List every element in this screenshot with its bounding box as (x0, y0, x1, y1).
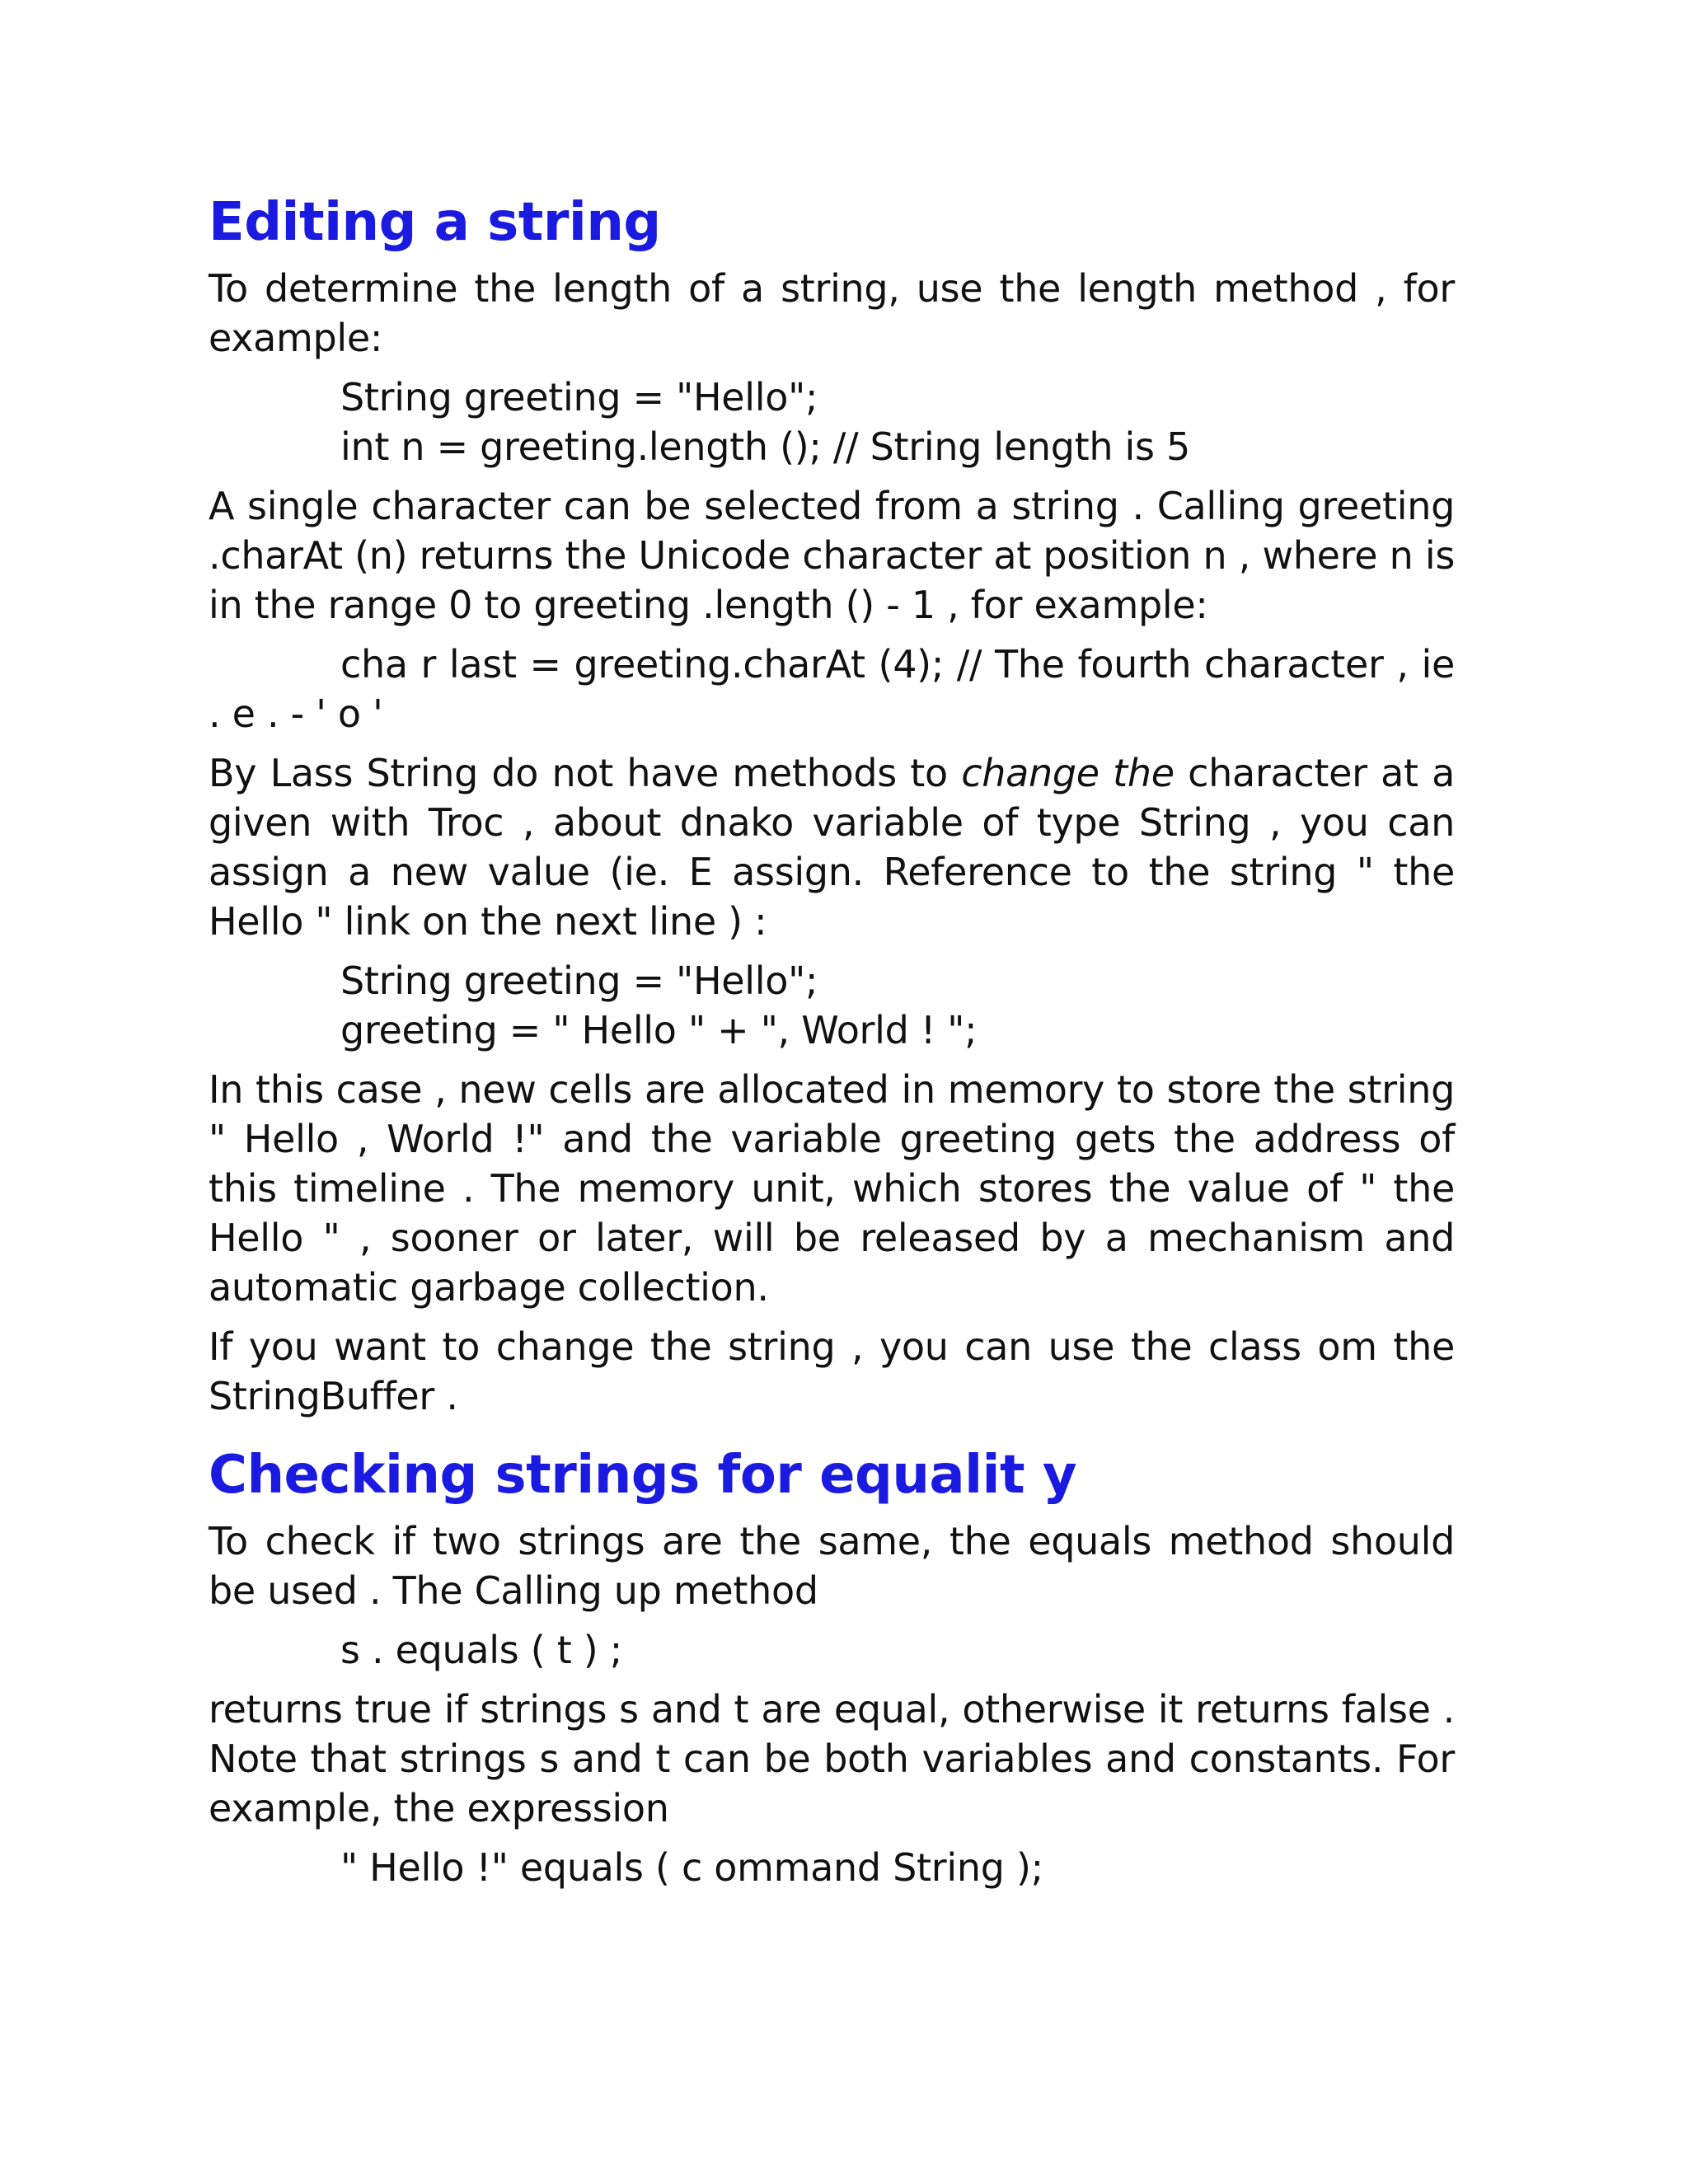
paragraph-immutable-italic: change the (961, 751, 1175, 795)
code-block-assign (209, 956, 1455, 1055)
paragraph-equals-intro: To check if two strings are the same, the equals method should be used . The Calling up method (209, 1519, 1455, 1613)
section-heading-editing: Editing a string (209, 192, 661, 253)
paragraph-immutable-end: character at a given with Troc , about dnako variable of type String , you can assign a new value (ie. E assign. Reference to the string " the Hello " link on the next line ) : (209, 751, 1456, 944)
code-block-length (209, 373, 1455, 471)
paragraph-charat: A single character can be selected from a string . Calling greeting .charAt (n) returns the Unicode character at position n , where n is in the range 0 to greeting .length () - 1 , for example: (209, 484, 1455, 627)
code-block-expression (209, 1843, 1455, 1892)
paragraph-memory: In this case , new cells are allocated in memory to store the string " Hello , World !" and the variable greeting gets the address of this timeline . The memory unit, which stores the value of " the Hello " , sooner or later, will be released by a mechanism and automatic garbage collection. (209, 1067, 1455, 1310)
code-line: int n = greeting.length (); // String length is 5 (340, 424, 1190, 469)
code-line: " Hello !" equals ( c ommand String ); (340, 1845, 1043, 1890)
paragraph-equals-result: returns true if strings s and t are equal, otherwise it returns false . Note that strings s and t can be both variables and constants. For example, the expression (209, 1687, 1455, 1830)
paragraph-immutable-start: By Lass String do not have methods to (209, 751, 962, 795)
document-page (209, 188, 1455, 1902)
code-line: s . equals ( t ) ; (340, 1628, 622, 1672)
code-block-equals (209, 1625, 1455, 1675)
code-line: String greeting = "Hello"; (340, 375, 818, 419)
code-line: String greeting = "Hello"; (340, 958, 818, 1003)
section-heading-equality: Checking strings for equalit y (209, 1445, 1077, 1506)
paragraph-stringbuffer: If you want to change the string , you can use the class om the StringBuffer . (209, 1324, 1455, 1418)
paragraph-length-intro: To determine the length of a string, use the length method , for example: (209, 266, 1455, 360)
paragraph-immutable (209, 748, 1455, 946)
code-line-charat: cha r last = greeting.charAt (4); // The fourth character , ie . e . - ' o ' (209, 642, 1455, 736)
code-line: greeting = " Hello " + ", World ! "; (340, 1008, 978, 1052)
